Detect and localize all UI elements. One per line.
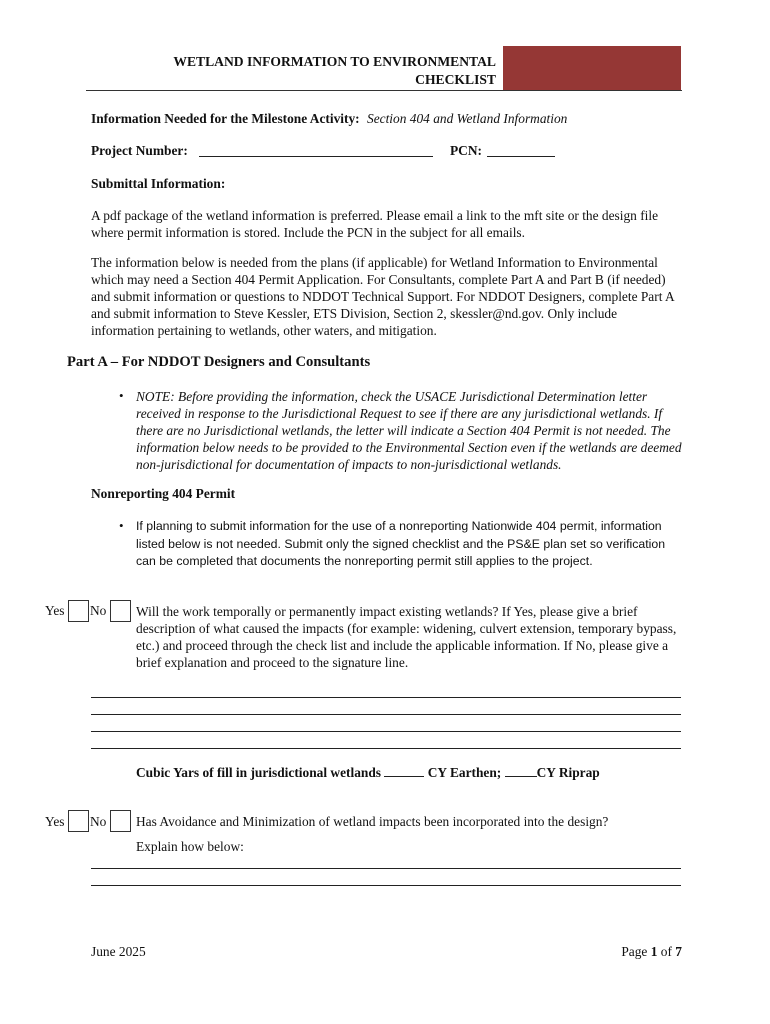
q2-text: Has Avoidance and Minimization of wetland impacts been incorporated into the design? [136,814,609,829]
riprap-cy-field[interactable] [505,765,537,777]
q1-yes-label: Yes [45,603,65,618]
submittal-paragraph-2: The information below is needed from the plans (if applicable) for Wetland Information to Environmental which may need a Section 404 Permit Application. For Consultants, complete Part A and Part B (if needed) and submit information or questions to NDDOT Technical Support. For NDDOT Designers, complete Part A and submit information to Steve Kessler, ETS Division, Section 2, skessler@nd.gov. Only include information pertaining to wetlands, other waters, and mitigation. [91,255,674,338]
q1-no-checkbox[interactable] [110,600,131,622]
page-number [600,944,682,960]
page-total: 7 [675,944,682,959]
q2-yes-label: Yes [45,814,65,829]
riprap-label: CY Riprap [536,765,600,780]
nonreporting-heading: Nonreporting 404 Permit [91,486,236,501]
part-a-note: NOTE: Before providing the information, check the USACE Jurisdictional Determination letter received in response to the Jurisdictional Request to see if there are any jurisdictional wetlands. If there are no Jurisdictional wetlands, the letter will indicate a Section 404 Permit is not needed. The information below needs to be provided to the Environmental Section even if the wetlands are deemed non-jurisdictional for documentation of impacts to non-jurisdictional wetlands. [136,389,682,472]
header-accent-bar [503,46,681,91]
note-bullet-icon: • [119,388,124,403]
q1-answer-line-2[interactable] [91,714,681,715]
footer-date: June 2025 [91,944,146,959]
document-title: WETLAND INFORMATION TO ENVIRONMENTAL CHECKLIST [173,54,496,87]
submittal-heading: Submittal Information: [91,176,226,191]
q2-answer-line-2[interactable] [91,885,681,886]
q2-no-checkbox[interactable] [110,810,131,832]
q2-answer-line-1[interactable] [91,868,681,869]
q1-answer-line-4[interactable] [91,748,681,749]
q2-explain-label: Explain how below: [136,839,244,854]
earthen-label: CY Earthen; [427,765,502,780]
q2-yes-checkbox[interactable] [68,810,89,832]
project-number-field[interactable] [199,144,433,157]
cubic-yards-label: Cubic Yars of fill in jurisdictional wetlands [136,765,382,780]
q1-yes-checkbox[interactable] [68,600,89,622]
q1-no-label: No [90,603,107,618]
nonreporting-text: If planning to submit information for the use of a nonreporting Nationwide 404 permit, information listed below is not needed. Submit only the signed checklist and the PS&E plan set so verification can be completed that documents the nonreporting permit still applies to the project. [136,519,666,568]
pcn-label: PCN: [450,143,482,158]
page-current: 1 [650,944,658,959]
page-prefix: Page [621,944,648,959]
pcn-field[interactable] [487,144,555,157]
page-of: of [660,944,672,959]
milestone-row [91,111,691,127]
milestone-label: Information Needed for the Milestone Activity: [91,111,360,126]
header-divider [86,90,682,91]
q1-answer-line-3[interactable] [91,731,681,732]
submittal-paragraph-1: A pdf package of the wetland information is preferred. Please email a link to the mft site or the design file where permit information is stored. Include the PCN in the subject for all emails. [91,208,659,240]
q1-text: Will the work temporally or permanently impact existing wetlands? If Yes, please give a brief description of what caused the impacts (for example: widening, culvert extension, temporary bypass, etc.) and proceed through the check list and include the applicable information. If No, please give a brief explanation and proceed to the signature line. [136,604,677,670]
q2-no-label: No [90,814,107,829]
part-a-heading: Part A – For NDDOT Designers and Consultants [67,354,371,370]
project-number-label: Project Number: [91,143,188,158]
nonreporting-bullet-icon: • [119,518,124,533]
milestone-value: Section 404 and Wetland Information [367,111,568,126]
earthen-cy-field[interactable] [384,765,424,777]
q1-answer-line-1[interactable] [91,697,681,698]
cubic-yards-row [136,765,600,781]
